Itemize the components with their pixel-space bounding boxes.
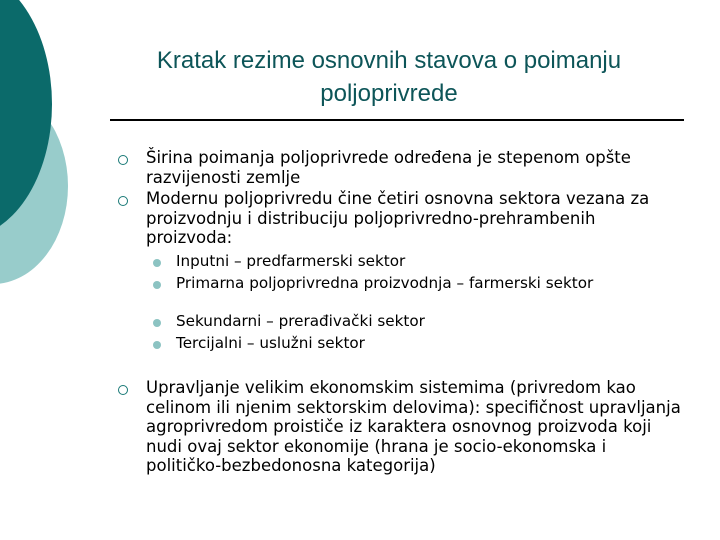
bullet-item: Modernu poljoprivredu čine četiri osnovna sektora vezana za proizvodnju i distribuciju poljoprivredno-prehrambenih proizvoda: (146, 189, 650, 247)
ring-bullet-icon (118, 155, 128, 165)
dot-bullet-icon (153, 341, 161, 349)
bullet-item: Širina poimanja poljoprivrede određena je stepenom opšte razvijenosti zemlje (146, 148, 631, 187)
slide-title: Kratak rezime osnovnih stavova o poimanju poljoprivrede (156, 47, 622, 107)
ring-bullet-icon (118, 385, 128, 395)
ring-bullet-icon (118, 196, 128, 206)
dot-bullet-icon (153, 259, 161, 267)
sub-bullet-item: Primarna poljoprivredna proizvodnja – farmerski sektor (176, 274, 594, 292)
dot-bullet-icon (153, 319, 161, 327)
title-divider (110, 119, 684, 121)
bullet-item: Upravljanje velikim ekonomskim sistemima (privredom kao celinom ili njenim sektorskim delovima): specifičnost upravljanja agroprivredom proističe iz karaktera osnovnog proizvoda koji nudi ovaj sektor ekonomije (hrana je socio-ekonomska i političko-bezbedonosna kategorija) (146, 378, 681, 475)
dot-bullet-icon (153, 281, 161, 289)
sub-bullet-item: Inputni – predfarmerski sektor (176, 252, 406, 270)
sub-bullet-item: Tercijalni – uslužni sektor (176, 334, 365, 352)
sub-bullet-item: Sekundarni – prerađivački sektor (176, 312, 425, 330)
